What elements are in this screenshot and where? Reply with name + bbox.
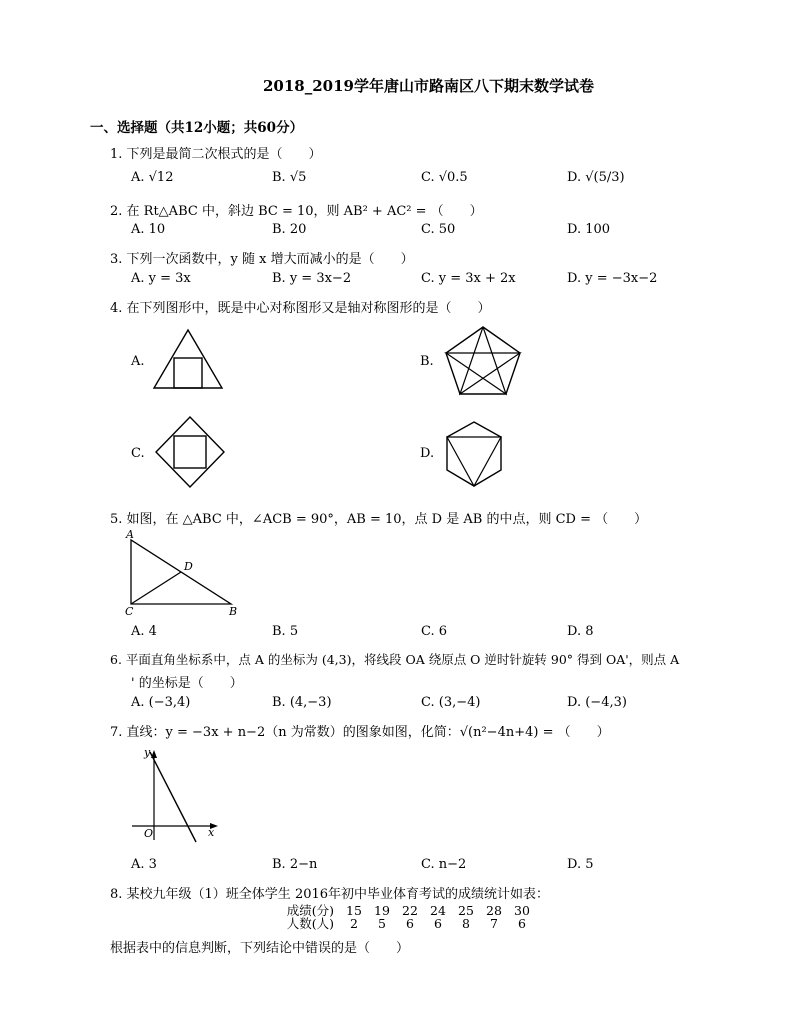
q4-label-a: A. — [131, 354, 145, 369]
section-header: 一、选择题（共12小题；共60分） — [90, 120, 304, 136]
q2-option-b: B. 20 — [272, 222, 307, 237]
table-cell: 2 — [350, 916, 358, 931]
right-triangle-figure — [118, 528, 248, 618]
q3-option-a: A. y = 3x — [131, 271, 191, 286]
q5-option-c: C. 6 — [421, 624, 448, 639]
triangle-in-hexagon-figure — [444, 420, 504, 488]
table-cell: 7 — [490, 916, 498, 931]
q2-option-a: A. 10 — [131, 222, 166, 237]
pentagram-in-pentagon-figure — [442, 324, 524, 396]
table-cell: 24 — [430, 903, 446, 918]
table-cell: 22 — [402, 903, 418, 918]
q5-option-d: D. 8 — [567, 624, 594, 639]
q4-label-b: B. — [420, 354, 434, 369]
table-cell: 8 — [462, 916, 470, 931]
question-8-stem: 8. 某校九年级（1）班全体学生 2016年初中毕业体育考试的成绩统计如表： — [110, 887, 550, 902]
q1-option-d: D. √(5/3) — [567, 170, 625, 185]
table-cell: 25 — [458, 903, 474, 918]
square-in-diamond-figure — [154, 415, 226, 489]
question-3-stem: 3. 下列一次函数中，y 随 x 增大而减小的是（ ） — [110, 252, 414, 267]
question-8-after: 根据表中的信息判断，下列结论中错误的是（ ） — [110, 941, 410, 956]
table-cell: 28 — [486, 903, 502, 918]
point-c-label: C — [125, 605, 134, 618]
q7-option-a: A. 3 — [131, 857, 157, 872]
table-cell: 6 — [406, 916, 414, 931]
q2-option-d: D. 100 — [567, 222, 611, 237]
q6-option-a: A. (−3,4) — [131, 695, 191, 710]
q1-option-a: A. √12 — [131, 170, 174, 185]
q3-option-c: C. y = 3x + 2x — [421, 271, 516, 286]
q3-option-b: B. y = 3x−2 — [272, 271, 352, 286]
question-2-stem: 2. 在 Rt△ABC 中，斜边 BC = 10，则 AB² + AC² = （ ） — [110, 204, 483, 219]
table-cell: 19 — [374, 903, 390, 918]
count-row — [276, 917, 536, 930]
q7-option-d: D. 5 — [567, 857, 594, 872]
q7-option-c: C. n−2 — [421, 857, 467, 872]
score-header: 成绩(分) — [286, 903, 334, 918]
q6-option-c: C. (3,−4) — [421, 695, 481, 710]
q3-option-d: D. y = −3x−2 — [567, 271, 658, 286]
q4-label-c: C. — [131, 446, 145, 461]
q7-option-b: B. 2−n — [272, 857, 318, 872]
q1-option-b: B. √5 — [272, 170, 307, 185]
point-d-label: D — [184, 560, 193, 573]
line-graph-figure — [128, 744, 224, 844]
q6-option-b: B. (4,−3) — [272, 695, 332, 710]
q2-option-c: C. 50 — [421, 222, 456, 237]
q5-option-b: B. 5 — [272, 624, 299, 639]
point-b-label: B — [229, 605, 238, 618]
table-cell: 5 — [378, 916, 386, 931]
count-header: 人数(人) — [286, 916, 334, 931]
page-title: 2018_2019学年唐山市路南区八下期末数学试卷 — [263, 77, 594, 95]
question-4-stem: 4. 在下列图形中，既是中心对称图形又是轴对称图形的是（ ） — [110, 301, 491, 316]
triangle-with-square-figure — [150, 328, 226, 392]
table-cell: 6 — [434, 916, 442, 931]
question-1-stem: 1. 下列是最简二次根式的是（ ） — [110, 147, 322, 162]
table-cell: 6 — [518, 916, 526, 931]
origin-label: O — [144, 827, 154, 840]
question-6-stem-cont: ' 的坐标是（ ） — [131, 676, 243, 691]
y-axis-label: y — [144, 746, 151, 759]
question-7-stem: 7. 直线：y = −3x + n−2（n 为常数）的图象如图，化简：√(n²−4n+4) = （ ） — [110, 725, 610, 740]
table-cell: 30 — [514, 903, 530, 918]
x-axis-label: x — [208, 826, 215, 839]
q6-option-d: D. (−4,3) — [567, 695, 627, 710]
table-cell: 15 — [346, 903, 362, 918]
question-6-stem: 6. 平面直角坐标系中，点 A 的坐标为 (4,3)，将线段 OA 绕原点 O 逆时针旋转 90° 得到 OA'，则点 A — [110, 652, 680, 667]
point-a-label: A — [126, 528, 134, 541]
question-5-stem: 5. 如图，在 △ABC 中，∠ACB = 90°，AB = 10，点 D 是 AB 的中点，则 CD = （ ） — [110, 512, 648, 527]
score-table — [276, 904, 536, 930]
q4-label-d: D. — [420, 446, 435, 461]
q1-option-c: C. √0.5 — [421, 170, 468, 185]
q5-option-a: A. 4 — [131, 624, 157, 639]
